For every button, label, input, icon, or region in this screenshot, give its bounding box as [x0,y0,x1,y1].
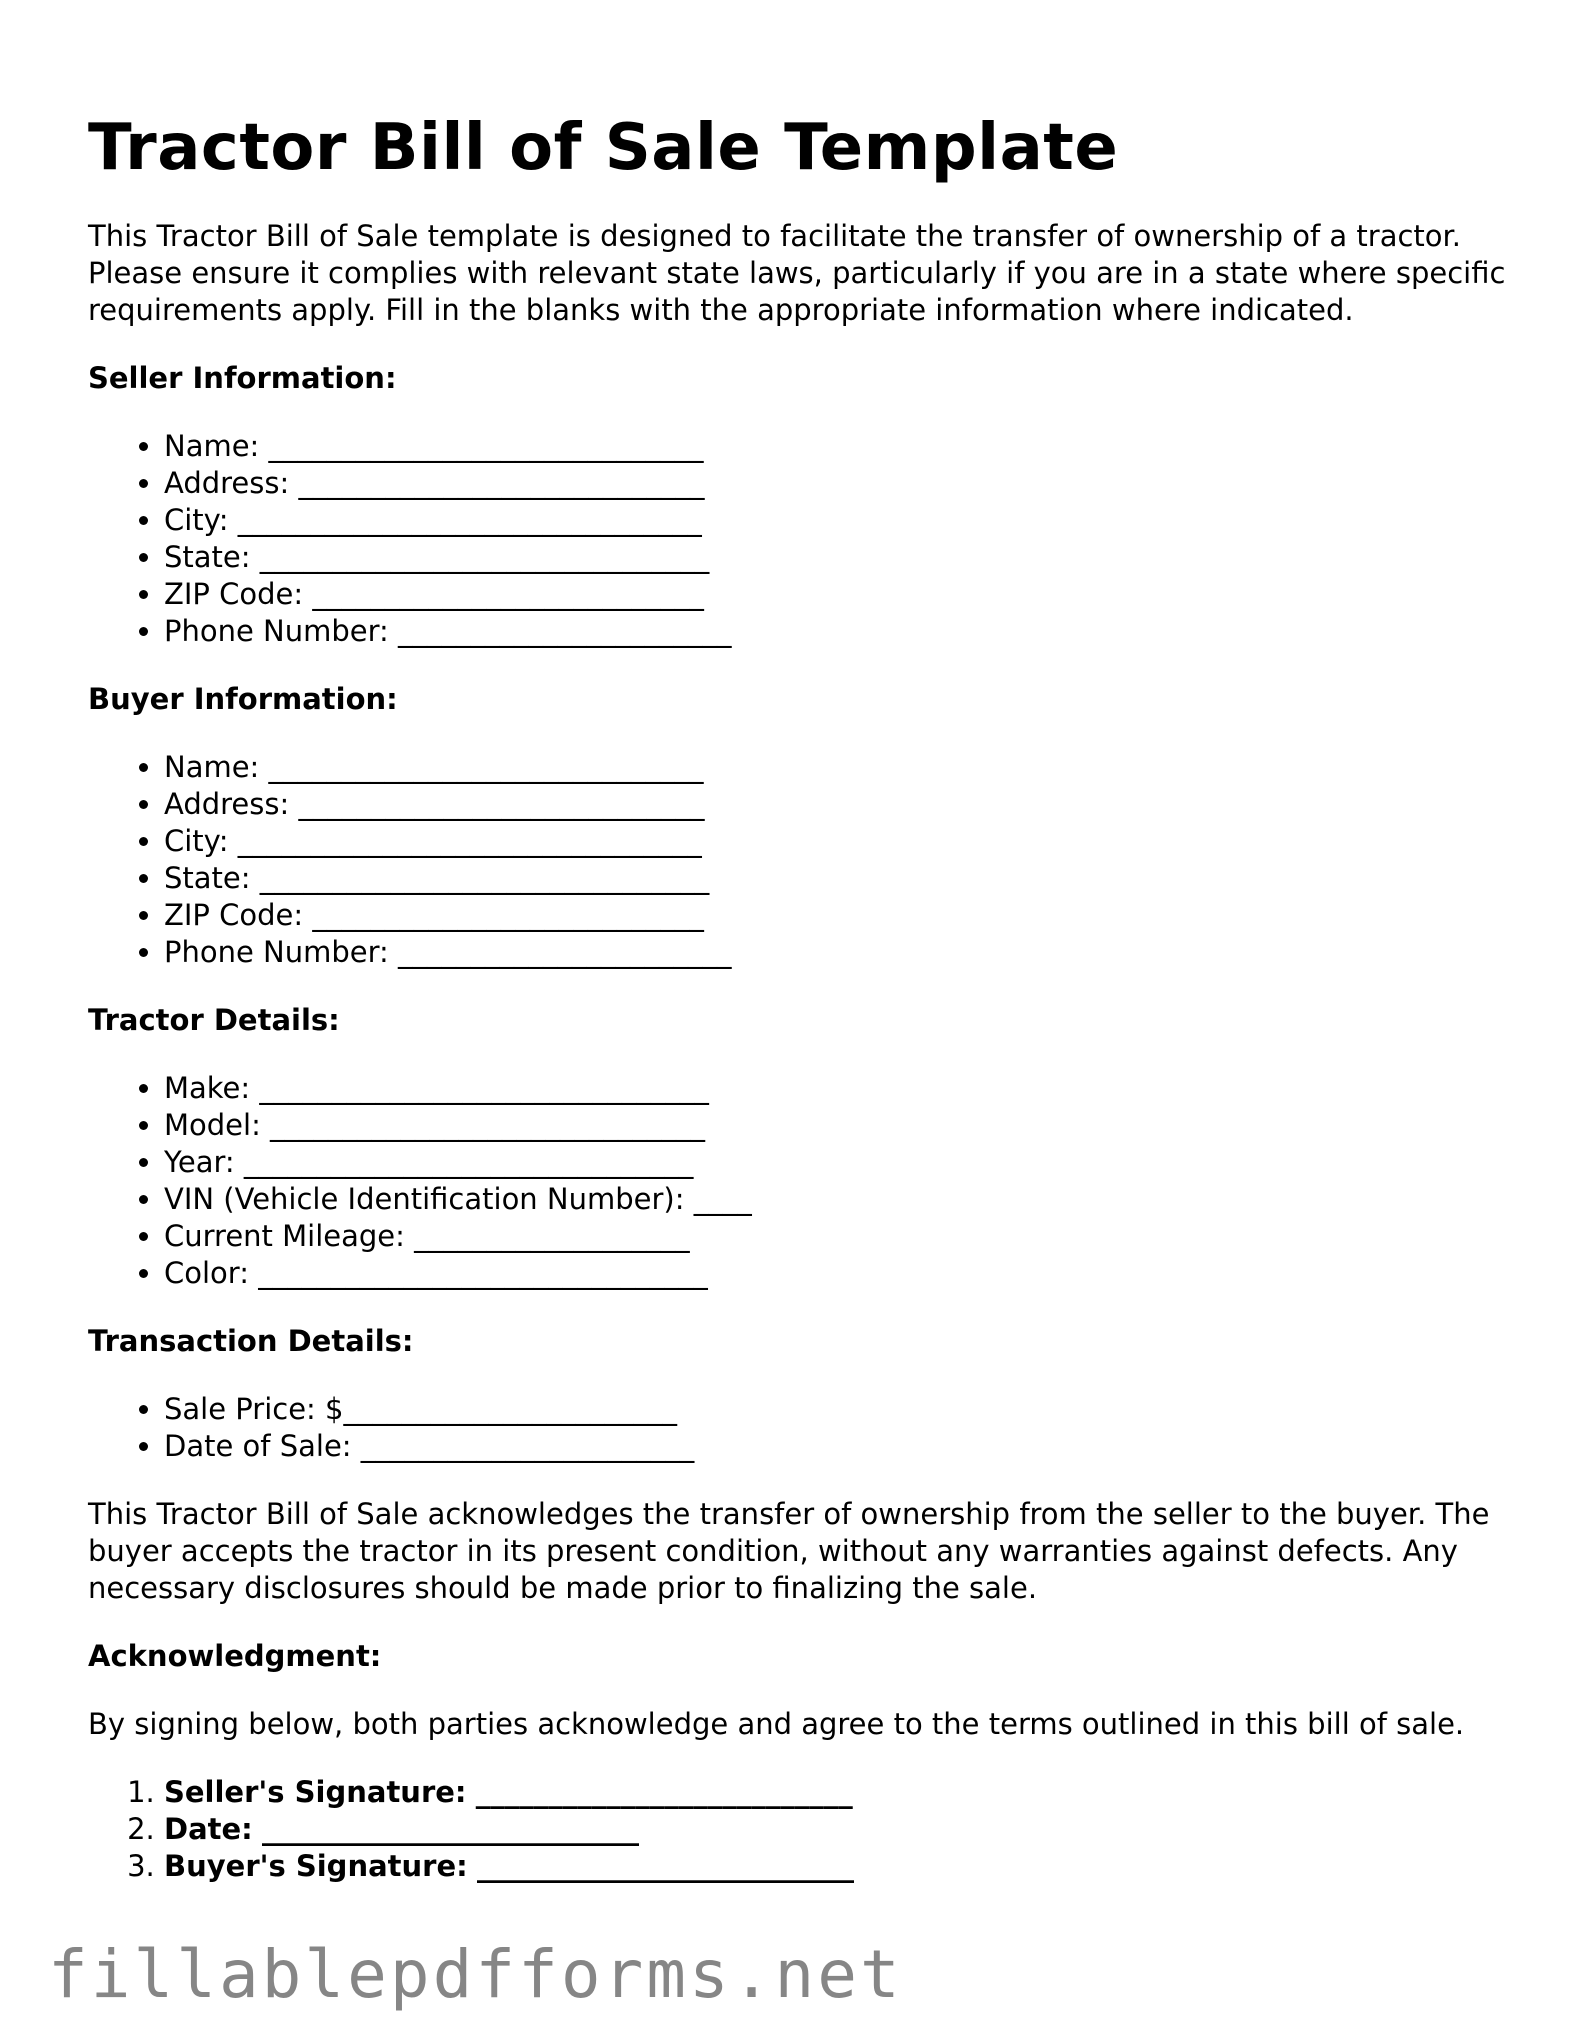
buyer-phone-field[interactable]: • Phone Number: _______________________ [164,934,1508,971]
seller-state-field[interactable]: • State: _______________________________ [164,539,1508,576]
seller-heading: Seller Information: [88,361,397,395]
acknowledgment-paragraph: This Tractor Bill of Sale acknowledges the transfer of ownership from the seller to the buyer. The buyer accepts the tractor in its present condition, without any warranties against defects. Any necessary disclosures should be made prior to finalizing the sale. [88,1497,1490,1605]
tractor-mileage-field[interactable]: • Current Mileage: ___________________ [164,1218,1508,1255]
tractor-vin-field[interactable]: • VIN (Vehicle Identification Number): ____ [164,1181,1508,1218]
transaction-list [88,1391,1508,1465]
date-blank[interactable]: __________________________ [262,1812,639,1846]
tractor-year-field[interactable]: • Year: _______________________________ [164,1144,1508,1181]
buyer-name-field[interactable]: • Name: ______________________________ [164,749,1508,786]
seller-address-field[interactable]: • Address: ____________________________ [164,465,1508,502]
date-label: Date: [164,1812,253,1846]
tractor-color-field[interactable]: • Color: _______________________________ [164,1255,1508,1292]
buyer-heading: Buyer Information: [88,682,398,716]
buyer-state-field[interactable]: • State: _______________________________ [164,860,1508,897]
tractor-heading: Tractor Details: [88,1003,340,1037]
sale-date-field[interactable]: • Date of Sale: _______________________ [164,1428,1508,1465]
sale-price-field[interactable]: • Sale Price: $_______________________ [164,1391,1508,1428]
date-signature-field[interactable] [164,1811,1508,1848]
watermark: fillablepdfforms.net [48,1936,903,2013]
intro-paragraph: This Tractor Bill of Sale template is designed to facilitate the transfer of ownership of a tractor. Please ensure it complies with relevant state laws, particularly if you are in a state where specific requirements apply. Fill in the blanks with the appropriate information where indicated. [88,219,1506,327]
seller-city-field[interactable]: • City: ________________________________ [164,502,1508,539]
buyer-city-field[interactable]: • City: ________________________________ [164,823,1508,860]
document-page [88,92,1508,1885]
seller-zip-field[interactable]: • ZIP Code: ___________________________ [164,576,1508,613]
tractor-list [88,1070,1508,1292]
buyer-signature-label: Buyer's Signature: [164,1849,468,1883]
buyer-address-field[interactable]: • Address: ____________________________ [164,786,1508,823]
seller-signature-blank[interactable]: __________________________ [475,1775,853,1809]
page-title: Tractor Bill of Sale Template [88,111,1119,185]
buyer-zip-field[interactable]: • ZIP Code: ___________________________ [164,897,1508,934]
seller-signature-label: Seller's Signature: [164,1775,467,1809]
seller-phone-field[interactable]: • Phone Number: _______________________ [164,613,1508,650]
tractor-model-field[interactable]: • Model: ______________________________ [164,1107,1508,1144]
tractor-make-field[interactable]: • Make: _______________________________ [164,1070,1508,1107]
buyer-signature-field[interactable] [164,1848,1508,1885]
seller-list [88,428,1508,650]
seller-name-field[interactable]: • Name: ______________________________ [164,428,1508,465]
acknowledgment-heading: Acknowledgment: [88,1639,382,1673]
transaction-heading: Transaction Details: [88,1324,414,1358]
signature-list [88,1774,1508,1885]
acknowledgment-text: By signing below, both parties acknowledge and agree to the terms outlined in this bill of sale. [88,1707,1465,1741]
seller-signature-field[interactable] [164,1774,1508,1811]
buyer-signature-blank[interactable]: __________________________ [476,1849,854,1883]
buyer-list [88,749,1508,971]
